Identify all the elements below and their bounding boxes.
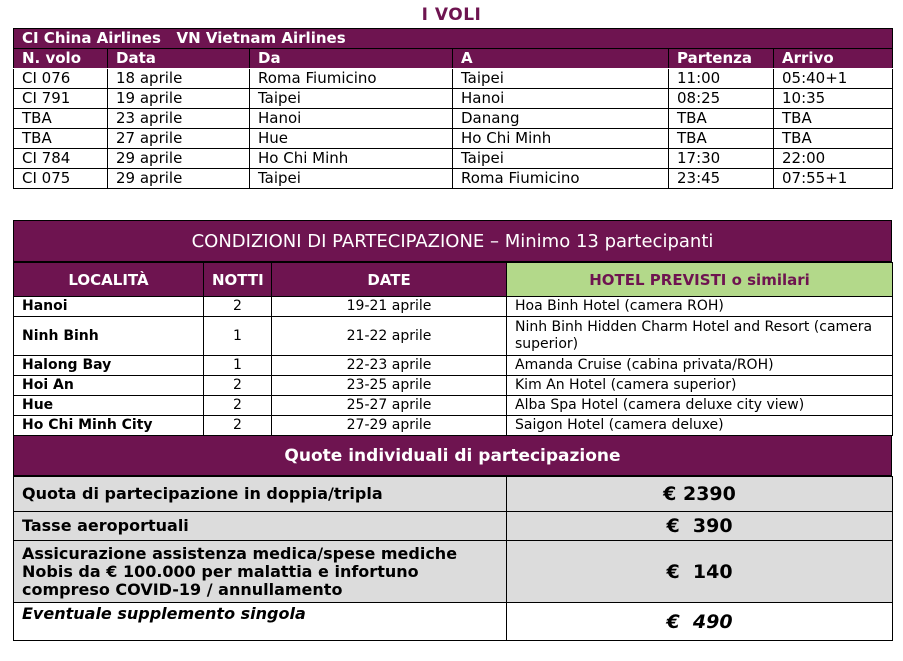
- location: Hoi An: [14, 376, 204, 396]
- hotel-row: [14, 317, 893, 356]
- dates: 27-29 aprile: [272, 416, 507, 436]
- nights: 1: [204, 317, 272, 356]
- dates: 22-23 aprile: [272, 356, 507, 376]
- location: Ho Chi Minh City: [14, 416, 204, 436]
- flight-row: [14, 69, 893, 89]
- flight-row: [14, 149, 893, 169]
- nights: 2: [204, 396, 272, 416]
- flight-date: 23 aprile: [108, 109, 250, 129]
- hotel: Alba Spa Hotel (camera deluxe city view): [507, 396, 893, 416]
- dates: 19-21 aprile: [272, 297, 507, 317]
- quote-amount: € 390: [507, 512, 893, 541]
- flight-departure: 17:30: [669, 149, 774, 169]
- location: Ninh Binh: [14, 317, 204, 356]
- quote-amount: € 2390: [507, 477, 893, 512]
- header-hotels: HOTEL PREVISTI o similari: [507, 263, 893, 297]
- flight-from: Ho Chi Minh: [250, 149, 453, 169]
- dates: 25-27 aprile: [272, 396, 507, 416]
- flight-from: Taipei: [250, 169, 453, 189]
- hotel: Amanda Cruise (cabina privata/ROH): [507, 356, 893, 376]
- quotes-table: [13, 476, 893, 641]
- header-flight-number: N. volo: [14, 49, 108, 69]
- header-to: A: [453, 49, 669, 69]
- quote-amount: € 490: [507, 603, 893, 641]
- flight-row: [14, 129, 893, 149]
- quote-label: Quota di partecipazione in doppia/tripla: [14, 477, 507, 512]
- flight-number: CI 075: [14, 169, 108, 189]
- flight-number: CI 076: [14, 69, 108, 89]
- flight-to: Roma Fiumicino: [453, 169, 669, 189]
- flights-header-row: [14, 49, 893, 69]
- flight-arrival: 10:35: [774, 89, 893, 109]
- nights: 1: [204, 356, 272, 376]
- location: Hue: [14, 396, 204, 416]
- hotel: Hoa Binh Hotel (camera ROH): [507, 297, 893, 317]
- hotel-row: [14, 376, 893, 396]
- flight-date: 29 aprile: [108, 149, 250, 169]
- flight-to: Taipei: [453, 149, 669, 169]
- quote-label: Eventuale supplemento singola: [14, 603, 507, 641]
- flight-to: Taipei: [453, 69, 669, 89]
- flight-departure: TBA: [669, 109, 774, 129]
- header-nights: NOTTI: [204, 263, 272, 297]
- flight-arrival: TBA: [774, 109, 893, 129]
- flights-table: [13, 28, 893, 189]
- hotel: Kim An Hotel (camera superior): [507, 376, 893, 396]
- flight-number: TBA: [14, 129, 108, 149]
- flight-to: Hanoi: [453, 89, 669, 109]
- quote-row: [14, 603, 893, 641]
- conditions-section: [13, 220, 892, 641]
- nights: 2: [204, 297, 272, 317]
- location: Halong Bay: [14, 356, 204, 376]
- flight-arrival: TBA: [774, 129, 893, 149]
- flight-date: 27 aprile: [108, 129, 250, 149]
- header-location: LOCALITÀ: [14, 263, 204, 297]
- flight-number: TBA: [14, 109, 108, 129]
- flight-arrival: 07:55+1: [774, 169, 893, 189]
- quote-label: Assicurazione assistenza medica/spese mediche Nobis da € 100.000 per malattia e infortuno compreso COVID-19 / annullamento: [14, 541, 507, 603]
- flight-to: Ho Chi Minh: [453, 129, 669, 149]
- flight-number: CI 784: [14, 149, 108, 169]
- flight-from: Hanoi: [250, 109, 453, 129]
- flight-arrival: 05:40+1: [774, 69, 893, 89]
- flight-departure: 23:45: [669, 169, 774, 189]
- airlines-row: [14, 29, 893, 49]
- quote-label: Tasse aeroportuali: [14, 512, 507, 541]
- flight-departure: TBA: [669, 129, 774, 149]
- flight-row: [14, 89, 893, 109]
- flight-date: 18 aprile: [108, 69, 250, 89]
- flight-from: Hue: [250, 129, 453, 149]
- quote-row: [14, 512, 893, 541]
- flight-row: [14, 169, 893, 189]
- conditions-title: CONDIZIONI DI PARTECIPAZIONE – Minimo 13 partecipanti: [13, 220, 892, 262]
- nights: 2: [204, 416, 272, 436]
- nights: 2: [204, 376, 272, 396]
- hotel-row: [14, 356, 893, 376]
- flight-to: Danang: [453, 109, 669, 129]
- flight-departure: 08:25: [669, 89, 774, 109]
- dates: 21-22 aprile: [272, 317, 507, 356]
- hotel-row: [14, 396, 893, 416]
- hotel-row: [14, 297, 893, 317]
- page-title: I VOLI: [421, 5, 482, 25]
- hotels-table: [13, 262, 893, 436]
- flight-row: [14, 109, 893, 129]
- hotels-header-row: [14, 263, 893, 297]
- quote-row: [14, 477, 893, 512]
- quotes-title: Quote individuali di partecipazione: [13, 436, 892, 476]
- flight-from: Roma Fiumicino: [250, 69, 453, 89]
- flight-date: 29 aprile: [108, 169, 250, 189]
- header-from: Da: [250, 49, 453, 69]
- airlines-label: CI China Airlines VN Vietnam Airlines: [14, 29, 893, 49]
- hotel-row: [14, 416, 893, 436]
- flight-date: 19 aprile: [108, 89, 250, 109]
- flight-arrival: 22:00: [774, 149, 893, 169]
- hotel: Saigon Hotel (camera deluxe): [507, 416, 893, 436]
- flight-from: Taipei: [250, 89, 453, 109]
- quote-row: [14, 541, 893, 603]
- hotel: Ninh Binh Hidden Charm Hotel and Resort (camera superior): [507, 317, 893, 356]
- header-date: Data: [108, 49, 250, 69]
- quote-amount: € 140: [507, 541, 893, 603]
- flight-number: CI 791: [14, 89, 108, 109]
- dates: 23-25 aprile: [272, 376, 507, 396]
- header-departure: Partenza: [669, 49, 774, 69]
- header-dates: DATE: [272, 263, 507, 297]
- location: Hanoi: [14, 297, 204, 317]
- header-arrival: Arrivo: [774, 49, 893, 69]
- flight-departure: 11:00: [669, 69, 774, 89]
